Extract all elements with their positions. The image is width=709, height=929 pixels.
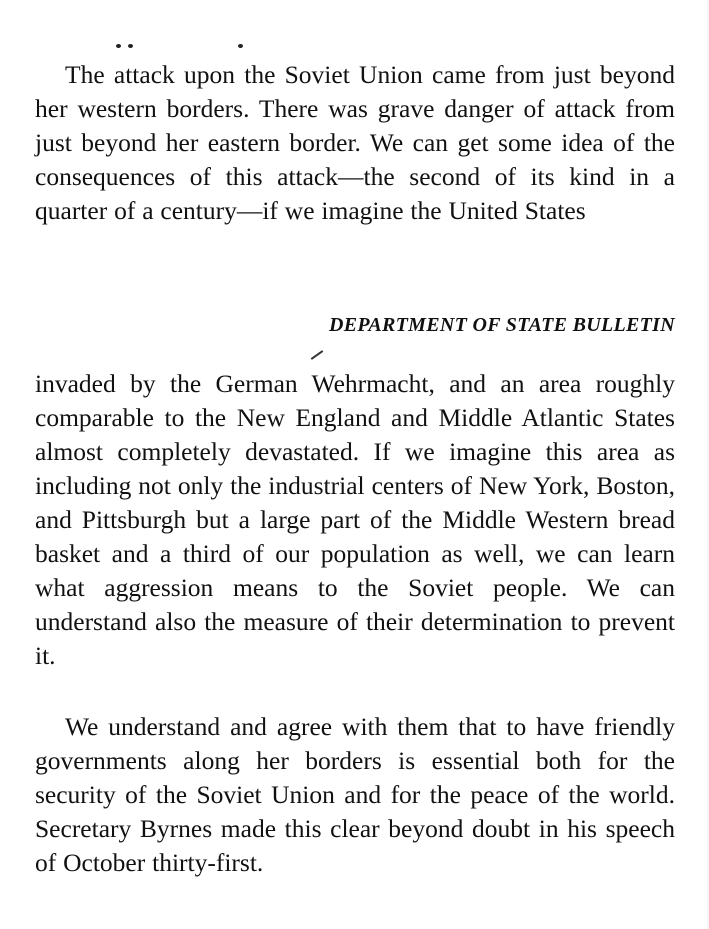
cut-off-text-fragment <box>108 36 258 50</box>
paragraph-soviet-attack: The attack upon the Soviet Union came from just beyond her western borders. There was grave danger of attack from just beyond her eastern border. We can get some idea of the consequences of this attack—the second of its kind in a quarter of a century—if we imagine the United States <box>35 60 675 225</box>
paragraph-friendly-governments: We understand and agree with them that to have friendly governments along her borders is essential both for the security of the Soviet Union and for the peace of the world. Secretary Byrnes made this clear beyond doubt in his speech of October thirty-first. <box>35 712 675 877</box>
stray-pen-mark <box>311 350 324 360</box>
running-header: DEPARTMENT OF STATE BULLETIN <box>328 314 675 336</box>
paragraph-invasion-comparison: invaded by the German Wehrmacht, and an area roughly comparable to the New England and Middle Atlantic States almost completely devastated. If we imagine this area as including not only the industrial centers of New York, Boston, and Pittsburgh but a large part of the Middle Western bread basket and a third of our population as well, we can learn what aggression means to the Soviet people. We can understand also the measure of their determination to prevent it. <box>35 369 675 670</box>
